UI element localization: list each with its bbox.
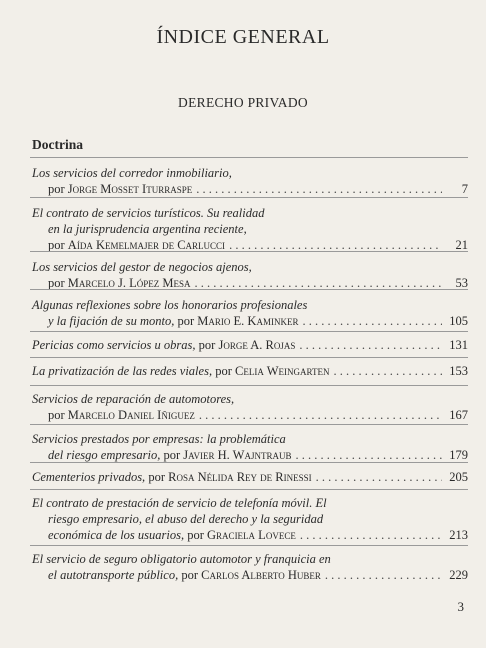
entry-title-line: Pericias como servicios u obras, [32,338,196,352]
dot-leader [302,313,442,329]
entry-page-number: 53 [455,276,468,290]
rule-divider [30,331,468,332]
entry-title-line: económica de los usuarios, [48,528,185,542]
page-number: 3 [457,599,464,614]
rule-divider [30,251,468,252]
entry-title-line: Cementerios privados, [32,470,146,484]
entry-title-line: riesgo empresario, el abuso del derecho y la seguridad [48,512,324,526]
entry-author-line [32,447,468,463]
author-name: Celia Weingarten [235,364,330,378]
entry-page-number: 167 [449,408,468,422]
dot-leader [299,337,442,353]
author-prefix: por [48,182,65,196]
entry-title-line: El servicio de seguro obligatorio automotor y franquicia en [32,552,331,566]
toc-entry[interactable] [32,297,468,329]
entry-page-number: 213 [449,528,468,542]
entry-title-line: el autotransporte público, [48,568,179,582]
entry-author-line [32,181,468,197]
author-prefix: por [198,338,216,352]
toc-entry[interactable] [32,391,468,423]
rule-divider [30,197,468,198]
entry-title-line: del riesgo empresario, [48,448,161,462]
author-name: Javier H. Wajntraub [183,448,292,462]
entry-author-line [32,363,468,379]
toc-entry[interactable] [32,363,468,379]
dot-leader [333,363,442,379]
toc-entry[interactable] [32,259,468,291]
toc-entry[interactable] [32,431,468,463]
author-prefix: por [48,238,65,252]
entry-page-number: 7 [461,182,468,196]
author-prefix: por [177,314,195,328]
entry-page-number: 131 [449,338,468,352]
entry-page-number: 179 [449,448,468,462]
entry-title-line: Servicios de reparación de automotores, [32,392,235,406]
toc-entry[interactable] [32,551,468,583]
entry-page-number: 153 [449,364,468,378]
entry-title-line: La privatización de las redes viales, [32,364,213,378]
author-name: Mario E. Kaminker [197,314,299,328]
entry-title-line: Los servicios del corredor inmobiliario, [32,166,232,180]
author-name: Jorge Mosset Iturraspe [67,182,193,196]
dot-leader [316,469,442,485]
subsection-heading: Doctrina [32,137,83,152]
author-prefix: por [148,470,165,484]
section-heading: DERECHO PRIVADO [178,95,308,110]
entry-title-line: El contrato de servicios turísticos. Su realidad [32,206,265,220]
rule-divider [30,289,468,290]
author-name: Graciela Lovece [207,528,296,542]
entry-title-line: Los servicios del gestor de negocios ajenos, [32,260,252,274]
entry-page-number: 105 [449,314,468,328]
toc-entry[interactable] [32,205,468,253]
entry-page-number: 21 [455,238,468,252]
author-name: Carlos Alberto Huber [201,568,321,582]
author-name: Marcelo Daniel Iñiguez [67,408,195,422]
rule-divider [30,157,468,158]
toc-entry[interactable] [32,469,468,485]
rule-divider [30,462,468,463]
dot-leader [300,527,442,543]
entry-page-number: 229 [449,568,468,582]
dot-leader [196,181,442,197]
dot-leader [325,567,442,583]
entry-title-line: Servicios prestados por empresas: la problemática [32,432,286,446]
rule-divider [30,357,468,358]
entry-title-line: Algunas reflexiones sobre los honorarios profesionales [32,298,308,312]
author-name: Rosa Nélida Rey de Rinessi [168,470,312,484]
index-title: ÍNDICE GENERAL [156,26,330,48]
dot-leader [295,447,442,463]
entry-title-line: en la jurisprudencia argentina reciente, [48,222,247,236]
rule-divider [30,489,468,490]
entry-author-line [32,567,468,583]
entry-author-line [32,469,468,485]
dot-leader [199,407,442,423]
entry-title-line: El contrato de prestación de servicio de telefonía móvil. El [32,496,327,510]
author-name: Marcelo J. López Mesa [67,276,191,290]
entry-author-line [32,313,468,329]
author-prefix: por [163,448,181,462]
toc-entry[interactable] [32,337,468,353]
rule-divider [30,424,468,425]
author-prefix: por [48,408,65,422]
author-prefix: por [181,568,198,582]
author-name: Jorge A. Rojas [218,338,296,352]
entry-author-line [32,407,468,423]
toc-entry[interactable] [32,495,468,543]
rule-divider [30,385,468,386]
author-name: Aída Kemelmajer de Carlucci [67,238,226,252]
entry-author-line [32,337,468,353]
author-prefix: por [48,276,65,290]
toc-entry[interactable] [32,165,468,197]
author-prefix: por [215,364,232,378]
author-prefix: por [187,528,204,542]
entry-page-number: 205 [449,470,468,484]
entry-author-line [32,527,468,543]
entry-title-line: y la fijación de su monto, [48,314,175,328]
rule-divider [30,545,468,546]
